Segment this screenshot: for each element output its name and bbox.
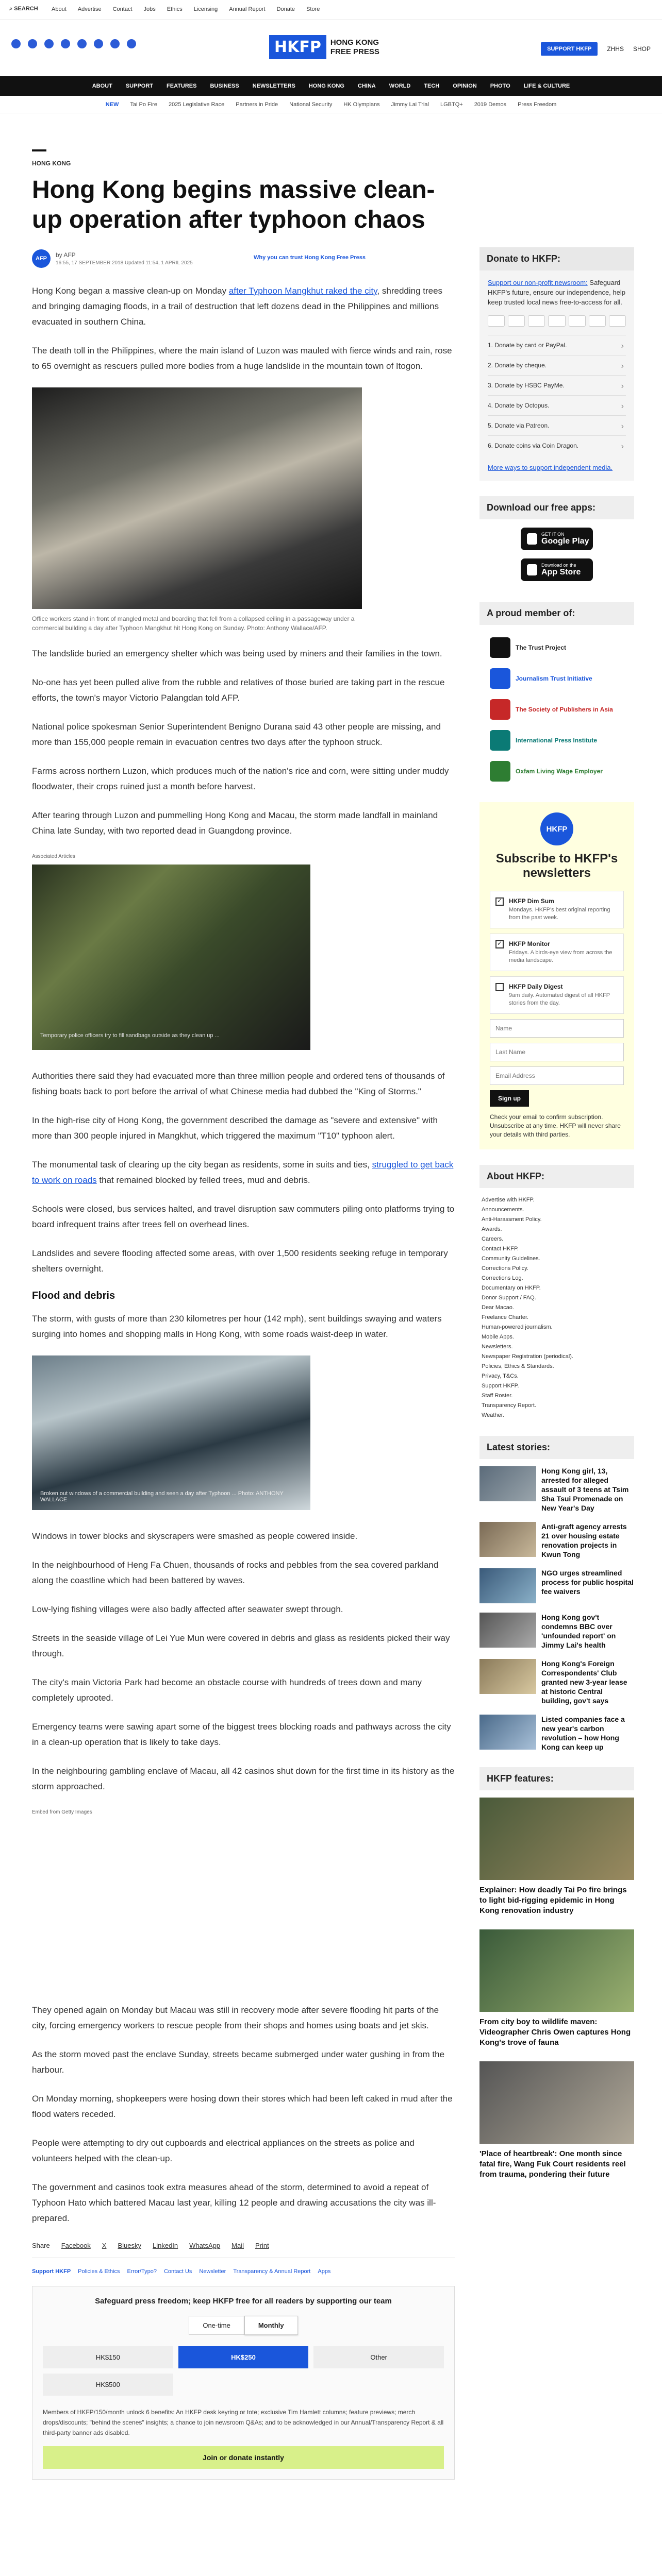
support-hkfp-button[interactable]: SUPPORT HKFP [541, 42, 598, 56]
feature-image[interactable] [479, 1929, 634, 2012]
about-item[interactable]: Contact HKFP. [482, 1246, 519, 1252]
donate-widget-link[interactable]: Support our non-profit newsroom: [488, 279, 588, 286]
paragraph: Farms across northern Luzon, which produces much of the nation's rice and corn, were sitting under muddy floodwater, their crops ruined just a month before harvest. [32, 766, 449, 791]
bottom-link[interactable]: Transparency & Annual Report [233, 2268, 311, 2275]
ipi-icon [490, 730, 510, 751]
story-title[interactable]: Anti-graft agency arrests 21 over housing estate renovation projects in Kwun Tong [541, 1522, 627, 1558]
paragraph-text: , shredding trees and bringing damaging floods, in a trail of destruction that left dozens dead in the Philippines and millions evacuated in southern China. [32, 286, 443, 327]
paragraph: No-one has yet been pulled alive from the rubble and relatives of those buried are taking part in the rescue efforts, the town's mayor Victorio Palangdan told AFP. [32, 677, 445, 703]
about-item[interactable]: Newsletters. [482, 1344, 513, 1350]
member-name: International Press Institute [516, 737, 598, 744]
bottom-link[interactable]: Error/Typo? [127, 2268, 157, 2275]
member-name: The Society of Publishers in Asia [516, 706, 613, 713]
payme-icon [569, 315, 586, 327]
feature-title[interactable]: 'Place of heartbreak': One month since fatal fire, Wang Fuk Court residents reel from trauma, pondering their future [479, 2149, 626, 2179]
paragraph: The city's main Victoria Park had become an obstacle course with hundreds of trees down and many completely uprooted. [32, 1677, 422, 1703]
share-bluesky[interactable]: Bluesky [118, 2242, 141, 2249]
about-item[interactable]: Awards. [482, 1226, 502, 1232]
trust-project-icon [490, 637, 510, 658]
about-item[interactable]: Advertise with HKFP. [482, 1197, 535, 1203]
bluesky-icon[interactable] [61, 39, 70, 48]
share-bar [32, 2242, 455, 2258]
share-print[interactable]: Print [255, 2242, 269, 2249]
about-item[interactable]: Documentary on HKFP. [482, 1285, 541, 1291]
nav-world[interactable]: WORLD [389, 83, 411, 89]
story-title[interactable]: NGO urges streamlined process for public hospital fee waivers [541, 1569, 634, 1596]
story-thumbnail[interactable] [479, 1466, 536, 1501]
search-link[interactable]: ⌕ SEARCH [9, 6, 38, 12]
title-rule [32, 149, 46, 151]
frequency-monthly[interactable]: Monthly [244, 2316, 298, 2335]
about-item[interactable]: Careers. [482, 1236, 504, 1242]
signup-button[interactable]: Sign up [490, 1090, 529, 1107]
article-title: Hong Kong begins massive clean-up operation after typhoon chaos [32, 176, 435, 233]
checkbox-checked[interactable] [495, 897, 504, 906]
bottom-link[interactable]: Support HKFP [32, 2268, 71, 2275]
paragraph: Low-lying fishing villages were also badly affected after seawater swept through. [32, 1604, 343, 1614]
paragraph: The death toll in the Philippines, where the main island of Luzon was mauled with fierce winds and rain, rose to 65 overnight as rescuers pulled more bodies from a huge landslide in the mountain town of Itogon. [32, 346, 452, 371]
embed-credit: Embed from Getty Images [32, 1809, 92, 1815]
top-links [52, 6, 320, 12]
about-list [479, 1195, 634, 1420]
member-logo[interactable] [479, 756, 634, 787]
features-title: HKFP features: [479, 1767, 634, 1790]
share-facebook[interactable]: Facebook [61, 2242, 91, 2249]
newsletter-desc: 9am daily. Automated digest of all HKFP stories from the day. [509, 992, 610, 1006]
top-link-jobs[interactable]: Jobs [143, 6, 156, 12]
nav-about[interactable]: ABOUT [92, 83, 112, 89]
top-link-donate[interactable]: Donate [276, 6, 295, 12]
email-field[interactable] [490, 1066, 624, 1085]
feature-image[interactable] [479, 2061, 634, 2144]
logo-text [330, 38, 379, 57]
share-whatsapp[interactable]: WhatsApp [189, 2242, 221, 2249]
patreon-icon [609, 315, 626, 327]
newsletter-name: HKFP Daily Digest [509, 983, 563, 990]
newsletter-option[interactable] [490, 891, 624, 928]
google-play-badge[interactable] [521, 528, 593, 550]
trending-item[interactable]: HK Olympians [343, 101, 380, 108]
article-dates: 16:55, 17 SEPTEMBER 2018 Updated 11:54, 1 APRIL 2025 [56, 260, 193, 266]
about-item[interactable]: Corrections Log. [482, 1275, 523, 1281]
paragraph: The government and casinos took extra measures ahead of the storm, determined to avoid a repeat of Typhoon Hato which battered Macau last year, killing 12 people and drawing accusations the city was ill-prepared. [32, 2182, 436, 2223]
paragraph-text: that remained blocked by felled trees, mud and debris. [96, 1175, 310, 1185]
header-actions [541, 42, 651, 56]
shop-link[interactable]: SHOP [633, 45, 651, 53]
member-logo[interactable] [479, 725, 634, 756]
top-link-licensing[interactable]: Licensing [193, 6, 218, 12]
story-thumbnail[interactable] [479, 1613, 536, 1648]
trending-item[interactable]: Tai Po Fire [130, 101, 157, 108]
top-link-store[interactable]: Store [306, 6, 320, 12]
article-photo-2[interactable] [32, 865, 310, 1050]
threads-icon[interactable] [77, 39, 87, 48]
nav-tech[interactable]: TECH [424, 83, 440, 89]
member-title: A proud member of: [479, 602, 634, 625]
join-donate-button[interactable]: Join or donate instantly [43, 2446, 444, 2469]
share-linkedin[interactable]: LinkedIn [153, 2242, 178, 2249]
share-mail[interactable]: Mail [231, 2242, 244, 2249]
latest-title: Latest stories: [479, 1436, 634, 1459]
member-name: The Trust Project [516, 644, 567, 651]
top-bar [0, 0, 662, 20]
search-label: SEARCH [14, 6, 38, 12]
checkbox[interactable] [495, 983, 504, 991]
app-store-badge[interactable] [521, 558, 593, 581]
amex-icon [528, 315, 545, 327]
article-photo-1[interactable] [32, 387, 362, 609]
newsletter-option[interactable] [490, 934, 624, 971]
paragraph: They opened again on Monday but Macau was still in recovery mode after severe flooding hit parts of the city, forcing emergency workers to rescue people from their shops and homes using boats and jet skis. [32, 2005, 439, 2030]
article-body [32, 283, 455, 2226]
story-item[interactable] [479, 1568, 634, 1603]
donate-method[interactable]: 2. Donate by cheque. › [488, 355, 626, 375]
article-category[interactable]: HONG KONG [32, 160, 71, 167]
logo-line-1: HONG KONG [330, 38, 379, 47]
paragraph: The landslide buried an emergency shelter which was being used by miners and their families in the town. [32, 649, 442, 658]
badge-big: Google Play [541, 537, 589, 546]
newsletter-desc: Mondays. HKFP's best original reporting from the past week. [509, 907, 610, 921]
story-thumbnail[interactable] [479, 1715, 536, 1750]
about-item[interactable]: Dear Macao. [482, 1304, 514, 1311]
donate-widget-desc: Safeguard HKFP's future, ensure our independence, help keep trusted local news free-to-access for all. [488, 279, 625, 306]
amount-option[interactable]: Other [313, 2346, 444, 2368]
youtube-icon[interactable] [94, 39, 103, 48]
paragraph: Landslides and severe flooding affected some areas, with over 1,500 residents seeking refuge in temporary shelters overnight. [32, 1248, 448, 1274]
member-name: Journalism Trust Initiative [516, 675, 592, 682]
member-logo[interactable] [479, 632, 634, 663]
donate-box-title: Safeguard press freedom; keep HKFP free for all readers by supporting our team [95, 2297, 392, 2306]
byline [32, 249, 455, 268]
bottom-link[interactable]: Policies & Ethics [78, 2268, 120, 2275]
story-item[interactable] [479, 1613, 634, 1650]
subheading: Flood and debris [32, 1290, 115, 1301]
logo-line-2: FREE PRESS [330, 47, 379, 56]
badge-big: App Store [541, 568, 581, 577]
instagram-icon[interactable] [44, 39, 54, 48]
author-avatar[interactable]: AFP [32, 249, 51, 268]
member-perks: Members of HKFP/150/month unlock 6 benefits: An HKFP desk keyring or tote; exclusive Tim Hamlett columns; feature previews; merch drops/discounts; "behind the scenes" insights; a chance to join newsroom Q&As; and to be acknowledged in our Annual/Transparency Report & all third-party banner ads disabled. [43, 2409, 444, 2436]
bottom-link[interactable]: Contact Us [163, 2268, 192, 2275]
bottom-link[interactable]: Apps [318, 2268, 331, 2275]
donation-frequency [43, 2316, 444, 2335]
main-nav [0, 76, 662, 96]
nav-opinion[interactable]: OPINION [453, 83, 477, 89]
masthead [0, 20, 662, 76]
paragraph: People were attempting to dry out cupboards and electrical appliances on the streets as police and volunteers helped with the clean-up. [32, 2138, 415, 2163]
about-item[interactable]: Newspaper Registration (periodical). [482, 1353, 573, 1360]
about-item[interactable]: Policies, Ethics & Standards. [482, 1363, 554, 1369]
about-item[interactable]: Mobile Apps. [482, 1334, 514, 1340]
donate-method[interactable]: 4. Donate by Octopus. › [488, 395, 626, 415]
trending-item[interactable]: 2019 Demos [474, 101, 507, 108]
newsletter-desc: Fridays. A birds-eye view from across the media landscape. [509, 950, 613, 963]
paragraph: Schools were closed, bus services halted, and travel disruption saw commuters piling onto platforms trying to board infrequent trains after trees fell on overhead lines. [32, 1204, 455, 1229]
frequency-one-time[interactable]: One-time [189, 2316, 244, 2335]
latest-stories [479, 1466, 634, 1752]
story-thumbnail[interactable] [479, 1522, 536, 1557]
nav-photo[interactable]: PHOTO [490, 83, 510, 89]
google-play-icon [527, 533, 537, 545]
amount-option[interactable]: HK$500 [43, 2374, 173, 2396]
bottom-links [32, 2268, 455, 2275]
inline-link[interactable]: after Typhoon Mangkhut raked the city [228, 286, 377, 296]
apps-title: Download our free apps: [479, 496, 634, 519]
name-field[interactable] [490, 1019, 624, 1038]
paragraph: In the high-rise city of Hong Kong, the government described the damage as "severe and extensive" with more than 300 people injured in Mangkhut, which triggered the maximum "T10" typhoon alert. [32, 1115, 438, 1141]
social-icons [11, 39, 136, 48]
trending-item[interactable]: National Security [289, 101, 333, 108]
story-item[interactable] [479, 1659, 634, 1705]
newsletter-note: Check your email to confirm subscription. Unsubscribe at any time. HKFP will never share your details with third parties. [490, 1113, 621, 1138]
linkedin-icon[interactable] [110, 39, 120, 48]
more-ways-link[interactable]: More ways to support independent media. [488, 464, 613, 471]
paypal-icon [548, 315, 565, 327]
paragraph: After tearing through Luzon and pummelling Hong Kong and Macau, the storm made landfall in mainland China late Sunday, with two reported dead in Guangdong province. [32, 810, 438, 836]
badge-small: Download on the [541, 563, 576, 568]
paragraph: Windows in tower blocks and skyscrapers were smashed as people cowered inside. [32, 1531, 358, 1541]
trending-item[interactable]: Partners in Pride [236, 101, 278, 108]
jti-icon [490, 668, 510, 689]
nav-hong-kong[interactable]: HONG KONG [308, 83, 344, 89]
trending-item[interactable]: Jimmy Lai Trial [391, 101, 429, 108]
nav-support[interactable]: SUPPORT [125, 83, 154, 89]
trust-link[interactable]: Why you can trust Hong Kong Free Press [254, 255, 366, 261]
site-logo[interactable] [269, 35, 379, 59]
photo-caption-3: Broken out windows of a commercial building and seen a day after Typhoon ... Photo: ANTHONY WALLACE [40, 1490, 284, 1503]
donate-method[interactable]: 5. Donate via Patreon. › [488, 415, 626, 435]
top-link-contact[interactable]: Contact [112, 6, 133, 12]
trending-new-label: NEW [105, 101, 119, 108]
top-link-about[interactable]: About [52, 6, 67, 12]
sidebar [479, 247, 634, 2193]
amount-option[interactable]: HK$150 [43, 2346, 173, 2368]
paragraph: In the neighbouring gambling enclave of Macau, all 42 casinos shut down for the first time in its history as the storm approached. [32, 1766, 455, 1791]
member-logo[interactable] [479, 694, 634, 725]
visa-icon [488, 315, 505, 327]
paragraph: National police spokesman Senior Superintendent Benigno Durana said 43 other people are missing, and more than 155,000 people remain in evacuation centres two days after the typhoon struck. [32, 722, 441, 747]
badge-small: GET IT ON [541, 532, 565, 537]
paragraph: The storm, with gusts of more than 230 kilometres per hour (142 mph), sent buildings swaying and waters surging into homes and shopping malls in Hong Kong, with some roads waist-deep in water. [32, 1314, 442, 1339]
about-item[interactable]: Staff Roster. [482, 1393, 513, 1399]
embed-label: Associated Articles [32, 854, 75, 859]
logo-mark: HKFP [269, 35, 326, 59]
paragraph: In the neighbourhood of Heng Fa Chuen, thousands of rocks and pebbles from the sea covered parkland along the coastline which had been battered by waves. [32, 1560, 439, 1585]
amount-option-selected[interactable]: HK$250 [178, 2346, 309, 2368]
donate-box [32, 2286, 455, 2480]
trending-bar [0, 96, 662, 113]
story-title[interactable]: Hong Kong gov't condemns BBC over 'unfounded report' on Jimmy Lai's health [541, 1613, 616, 1649]
sopa-icon [490, 699, 510, 720]
about-item[interactable]: Transparency Report. [482, 1402, 536, 1409]
whatsapp-icon[interactable] [127, 39, 136, 48]
article-photo-3[interactable] [32, 1355, 310, 1510]
top-link-annual-report[interactable]: Annual Report [229, 6, 266, 12]
about-item[interactable]: Donor Support / FAQ. [482, 1295, 536, 1301]
about-item[interactable]: Human-powered journalism. [482, 1324, 553, 1330]
language-switch[interactable]: ZHHS [607, 45, 624, 53]
newsletter-name: HKFP Dim Sum [509, 897, 554, 905]
newsletter-name: HKFP Monitor [509, 940, 550, 947]
mastercard-icon [508, 315, 525, 327]
donate-widget-text [488, 278, 626, 307]
trending-item[interactable]: LGBTQ+ [440, 101, 463, 108]
story-title[interactable]: Listed companies face a new year's carbon revolution – how Hong Kong can keep up [541, 1715, 625, 1751]
donation-amounts [43, 2346, 444, 2396]
feature-image[interactable] [479, 1798, 634, 1880]
about-item[interactable]: Weather. [482, 1412, 504, 1418]
story-item[interactable] [479, 1715, 634, 1752]
paragraph: Authorities there said they had evacuated more than three million people and ordered tens of thousands of fishing boats back to port before the arrival of what Chinese media had dubbed the "King of Storms." [32, 1071, 445, 1096]
facebook-icon[interactable] [11, 39, 21, 48]
story-thumbnail[interactable] [479, 1659, 536, 1694]
donate-method[interactable]: 3. Donate by HSBC PayMe. › [488, 375, 626, 395]
nav-features[interactable]: FEATURES [167, 83, 197, 89]
nav-china[interactable]: CHINA [357, 83, 376, 89]
newsletter-box [479, 802, 634, 1149]
top-link-advertise[interactable]: Advertise [77, 6, 102, 12]
about-item[interactable]: Announcements. [482, 1207, 524, 1213]
member-name: Oxfam Living Wage Employer [516, 768, 603, 775]
story-item[interactable] [479, 1522, 634, 1559]
paragraph-text: Hong Kong began a massive clean-up on Monday [32, 286, 229, 296]
oxfam-icon [490, 761, 510, 782]
bottom-link[interactable]: Newsletter [199, 2268, 226, 2275]
inline-link[interactable]: struggled to get back to work on roads [32, 1160, 454, 1185]
story-thumbnail[interactable] [479, 1568, 536, 1603]
about-title: About HKFP: [479, 1165, 634, 1188]
donate-method[interactable]: 1. Donate by card or PayPal. › [488, 335, 626, 355]
share-x[interactable]: X [102, 2242, 107, 2249]
last-name-field[interactable] [490, 1043, 624, 1061]
photo-caption-1: Office workers stand in front of mangled metal and boarding that fell from a collapsed ceiling in a passageway under a commercial building a day after Typhoon Mangkhut hit Hong Kong on Sunday. Photo: Anthony Wallace/AFP. [32, 615, 355, 632]
newsletter-option[interactable] [490, 976, 624, 1014]
feature-title[interactable]: Explainer: How deadly Tai Po fire brings to light bid-rigging epidemic in Hong Kong renovation industry [479, 1886, 627, 1915]
nav-life-culture[interactable]: LIFE & CULTURE [523, 83, 570, 89]
payment-icons [488, 315, 626, 327]
about-item[interactable]: Community Guidelines. [482, 1256, 540, 1262]
about-item[interactable]: Corrections Policy. [482, 1265, 528, 1272]
trending-item[interactable]: 2025 Legislative Race [168, 101, 225, 108]
paragraph [32, 283, 455, 330]
story-item[interactable] [479, 1466, 634, 1513]
nav-newsletters[interactable]: NEWSLETTERS [252, 83, 295, 89]
story-title[interactable]: Hong Kong's Foreign Correspondents' Club granted new 3-year lease at historic Central building, gov't says [541, 1659, 627, 1705]
photo-caption-2: Temporary police officers try to fill sandbags outside as they clean up ... [40, 1032, 220, 1039]
newsletter-badge: HKFP [540, 812, 573, 845]
donate-widget [479, 247, 634, 481]
member-logo[interactable] [479, 663, 634, 694]
trending-item[interactable]: Press Freedom [518, 101, 557, 108]
about-item[interactable]: Freelance Charter. [482, 1314, 529, 1320]
checkbox-checked[interactable] [495, 940, 504, 948]
feature-title[interactable]: From city boy to wildlife maven: Videographer Chris Owen captures Hong Kong's trove of fauna [479, 2018, 631, 2047]
paragraph: On Monday morning, shopkeepers were hosing down their stores which had been left caked in mud after the flood waters receded. [32, 2094, 453, 2119]
newsletter-title: Subscribe to HKFP's newsletters [495, 852, 618, 880]
paragraph: Streets in the seaside village of Lei Yue Mun were covered in debris and glass as residents picked their way through. [32, 1633, 450, 1658]
author-name[interactable]: by AFP [56, 251, 76, 259]
paragraph-text: The monumental task of clearing up the city began as residents, some in suits and ties, [32, 1160, 372, 1170]
paragraph: Emergency teams were sawing apart some of the biggest trees blocking roads and pathways across the city in a clean-up operation that is likely to take days. [32, 1722, 451, 1747]
octopus-icon [589, 315, 606, 327]
article-column [32, 149, 455, 2480]
paragraph: As the storm moved past the enclave Sunday, streets became submerged under water gushing in from the harbour. [32, 2049, 445, 2075]
apple-icon [527, 564, 537, 575]
about-item[interactable]: Support HKFP. [482, 1383, 519, 1389]
x-icon[interactable] [28, 39, 37, 48]
about-item[interactable]: Anti-Harassment Policy. [482, 1216, 542, 1223]
share-label: Share [32, 2242, 50, 2249]
donate-methods [488, 335, 626, 455]
story-title[interactable]: Hong Kong girl, 13, arrested for alleged assault of 3 teens at Tsim Sha Tsui Promenade on New Year's Day [541, 1467, 629, 1512]
nav-business[interactable]: BUSINESS [210, 83, 239, 89]
donate-method[interactable]: 6. Donate coins via Coin Dragon. › [488, 435, 626, 455]
paragraph [32, 1157, 455, 1188]
features-list [479, 1798, 634, 2180]
about-item[interactable]: Privacy, T&Cs. [482, 1373, 519, 1379]
top-link-ethics[interactable]: Ethics [167, 6, 183, 12]
donate-widget-title: Donate to HKFP: [479, 247, 634, 270]
